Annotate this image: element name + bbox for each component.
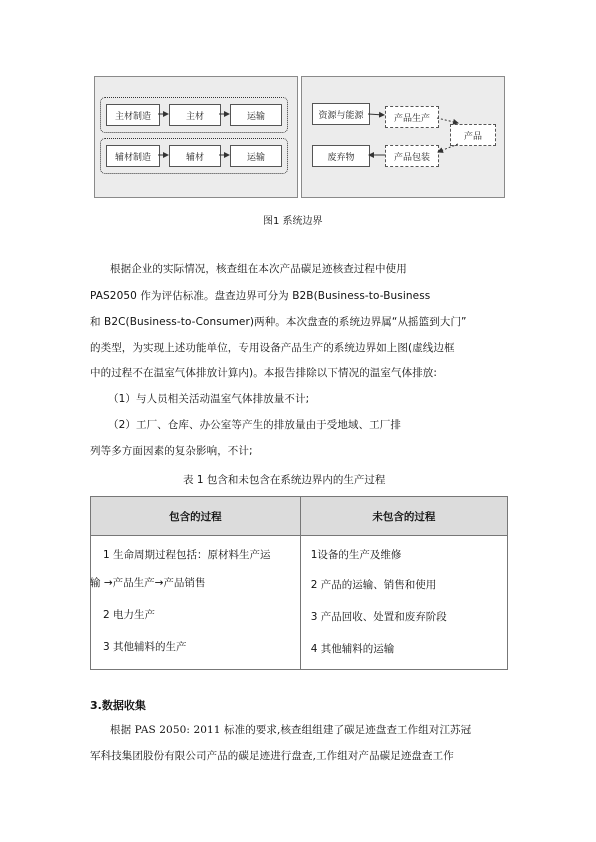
included-item: 3 其他辅料的生产	[103, 641, 187, 653]
label-product: 产品	[463, 131, 482, 142]
label-production: 产品生产	[393, 113, 430, 124]
section3-line: 根据 PAS 2050: 2011 标准的要求,核查组组建了碳足迹盘查工作组对江苏冠	[110, 724, 472, 736]
figure-caption: 图1 系统边界	[263, 216, 323, 227]
excluded-item: 3 产品回收、处置和废弃阶段	[310, 611, 447, 623]
figure-arrows	[0, 0, 596, 220]
excluded-item: 2 产品的运输、销售和使用	[310, 579, 437, 591]
table-header-row	[91, 497, 508, 536]
section3-line: 军科技集团股份有限公司产品的碳足迹进行盘查,工作组对产品碳足迹盘查工作	[90, 750, 454, 762]
label-packaging: 产品包装	[393, 152, 430, 163]
exclusion-item-2-cont: 列等多方面因素的复杂影响，不计;	[90, 445, 253, 457]
label-aux-material: 辅材	[185, 152, 204, 163]
excluded-item: 4 其他辅料的运输	[310, 643, 395, 655]
label-resources-energy: 资源与能源	[318, 110, 364, 121]
exclusion-item-1: （1）与人员相关活动温室气体排放量不计;	[108, 393, 310, 405]
label-transport-1: 运输	[246, 111, 265, 122]
label-main-material: 主材	[185, 111, 204, 122]
arrow-resources-to-production	[368, 114, 384, 115]
header-excluded: 未包含的过程	[300, 497, 507, 536]
label-main-material-manufacture: 主材制造	[114, 111, 151, 122]
exclusion-item-2: （2）工厂、仓库、办公室等产生的排放量由于受地域、工厂排	[108, 419, 401, 431]
paragraph-line: 和 B2C(Business-to-Consumer)两种。本次盘查的系统边界属“从摇篮到大门”	[90, 316, 467, 328]
paragraph-line: PAS2050 作为评估标准。盘查边界可分为 B2B(Business-to-Business	[90, 290, 431, 302]
paragraph-line: 的类型，为实现上述功能单位，专用设备产品生产的系统边界如上图(虚线边框	[90, 342, 455, 354]
paragraph-line: 根据企业的实际情况，核查组在本次产品碳足迹核查过程中使用	[110, 263, 407, 275]
included-cell	[91, 536, 301, 670]
header-included: 包含的过程	[91, 497, 301, 536]
label-waste: 废弃物	[327, 152, 355, 163]
arrow-product-to-packaging	[438, 144, 458, 152]
table-caption: 表 1 包含和未包含在系统边界内的生产过程	[183, 474, 386, 486]
section-heading-data-collection: 3.数据收集	[90, 699, 146, 712]
included-item: 1 生命周期过程包括：原材料生产运	[103, 549, 271, 561]
paragraph-line: 中的过程不在温室气体排放计算内)。本报告排除以下情况的温室气体排放:	[90, 367, 438, 379]
label-aux-material-manufacture: 辅材制造	[114, 152, 151, 163]
table-row	[91, 536, 508, 670]
included-item: 2 电力生产	[103, 609, 156, 621]
arrow-production-to-product	[437, 118, 458, 123]
excluded-item: 1设备的生产及维修	[310, 549, 402, 561]
process-table	[90, 496, 508, 670]
label-transport-2: 运输	[246, 152, 265, 163]
included-item: 输 →产品生产→产品销售	[90, 577, 206, 589]
excluded-cell	[300, 536, 507, 670]
